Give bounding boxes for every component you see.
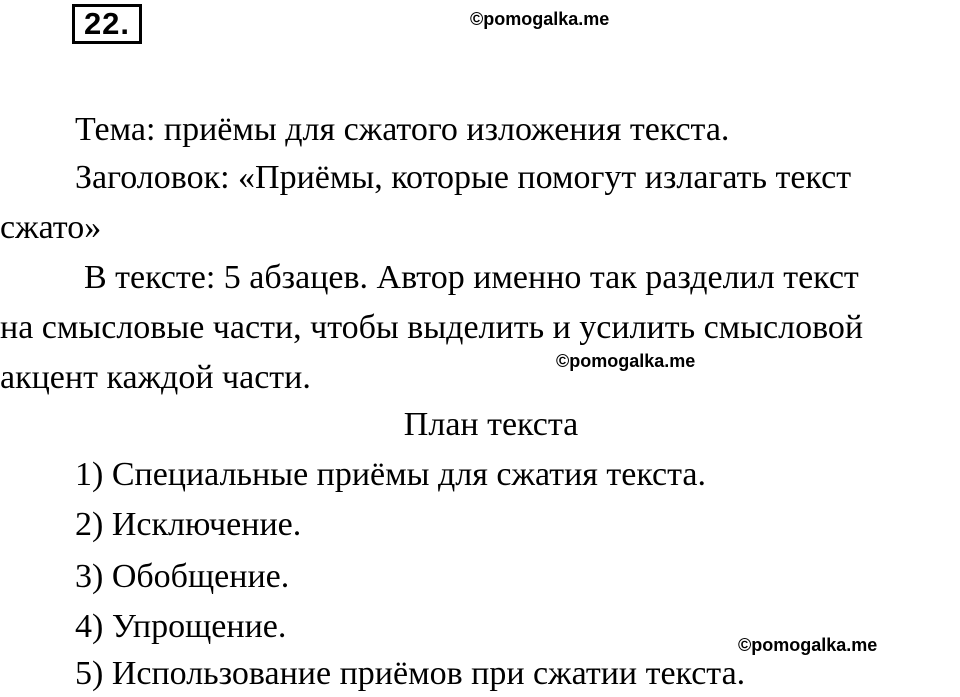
plan-item-5: 5) Использование приёмов при сжатии текста. bbox=[75, 655, 746, 692]
topic-line: Тема: приёмы для сжатого изложения текста. bbox=[75, 111, 730, 148]
task-number: 22. bbox=[83, 6, 131, 41]
plan-item-3: 3) Обобщение. bbox=[75, 558, 290, 595]
plan-item-2: 2) Исключение. bbox=[75, 506, 302, 543]
watermark-top: ©pomogalka.me bbox=[470, 9, 610, 29]
title-line-1: Заголовок: «Приёмы, которые помогут излагать текст bbox=[75, 159, 852, 196]
paragraphs-line-2: на смысловые части, чтобы выделить и усилить смысловой bbox=[0, 309, 864, 346]
watermark-middle: ©pomogalka.me bbox=[556, 351, 696, 371]
title-line-2: сжато» bbox=[0, 209, 102, 246]
paragraphs-line-3: акцент каждой части. bbox=[0, 359, 311, 396]
plan-item-1: 1) Специальные приёмы для сжатия текста. bbox=[75, 456, 706, 493]
task-number-box bbox=[72, 4, 142, 44]
paragraphs-line-1: В тексте: 5 абзацев. Автор именно так разделил текст bbox=[84, 259, 859, 296]
watermark-bottom: ©pomogalka.me bbox=[738, 635, 878, 655]
plan-heading: План текста bbox=[403, 406, 579, 443]
plan-item-4: 4) Упрощение. bbox=[75, 608, 287, 645]
